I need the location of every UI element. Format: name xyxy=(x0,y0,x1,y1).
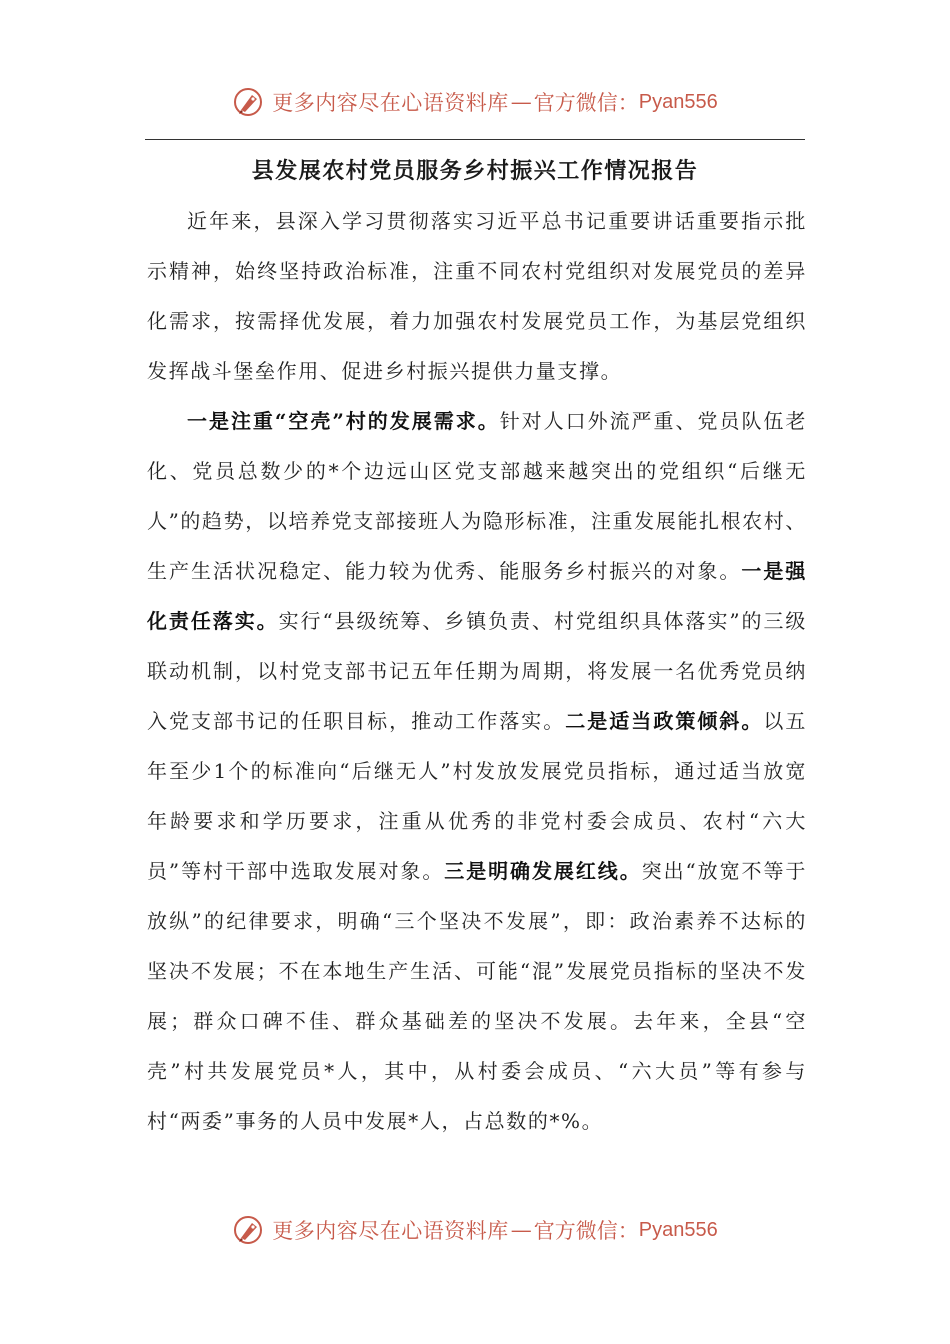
subpoint-3-text: 突出“放宽不等于放纵”的纪律要求，明确“三个坚决不发展”，即：政治素养不达标的坚决不发展；不在本地生产生活、可能“混”发展党员指标的坚决不发展；群众口碑不佳、群众基础差的坚决不发展。去年来，全县“空壳”村共发展党员*人，其中，从村委会成员、“六大员”等有参与村“两委”事务的人员中发展*人，占总数的*%。 xyxy=(147,859,807,1133)
subpoint-3-heading: 三是明确发展红线。 xyxy=(444,859,642,883)
footer-watermark xyxy=(0,1208,950,1252)
watermark-wechat-id: Pyan556 xyxy=(638,1218,718,1241)
subpoint-1-text: 实行“县级统筹、乡镇负责、村党组织具体落实”的三级联动机制，以村党支部书记五年任期为周期，将发展一名优秀党员纳入党支部书记的任职目标，推动工作落实。 xyxy=(147,609,807,733)
section-paragraph xyxy=(147,396,807,1146)
subpoint-2-text: 以五年至少1个的标准向“后继无人”村发放发展党员指标，通过适当放宽年龄要求和学历要求，注重从优秀的非党村委会成员、农村“六大员”等村干部中选取发展对象。 xyxy=(147,709,808,883)
intro-paragraph: 近年来，县深入学习贯彻落实习近平总书记重要讲话重要指示批示精神，始终坚持政治标准，注重不同农村党组织对发展党员的差异化需求，按需择优发展，着力加强农村发展党员工作，为基层党组织发挥战斗堡垒作用、促进乡村振兴提供力量支撑。 xyxy=(147,209,807,383)
subpoint-2-heading: 二是适当政策倾斜。 xyxy=(565,709,764,733)
document-title: 县发展农村党员服务乡村振兴工作情况报告 xyxy=(251,158,699,184)
section-text: 针对人口外流严重、党员队伍老化、党员总数少的*个边远山区党支部越来越突出的党组织“后继无人”的趋势，以培养党支部接班人为隐形标准，注重发展能扎根农村、生产生活状况稳定、能力较为优秀、能服务乡村振兴的对象。 xyxy=(147,409,807,583)
document-body xyxy=(147,196,807,1146)
header-rule xyxy=(145,139,805,140)
watermark-separator: — xyxy=(510,1218,532,1242)
watermark-wechat-label: 官方微信： xyxy=(533,91,639,115)
watermark-wechat-label: 官方微信： xyxy=(533,1219,639,1243)
watermark-site-text: 更多内容尽在心语资料库 xyxy=(272,1219,509,1243)
header-watermark xyxy=(0,80,950,124)
watermark-site-text: 更多内容尽在心语资料库 xyxy=(272,91,509,115)
pen-nib-logo-icon xyxy=(232,1213,266,1247)
subpoint-1-heading: 一是强化责任落实。 xyxy=(147,559,807,633)
watermark-wechat-id: Pyan556 xyxy=(638,90,718,113)
section-heading: 一是注重“空壳”村的发展需求。 xyxy=(187,409,500,433)
pen-nib-logo-icon xyxy=(232,85,266,119)
watermark-separator: — xyxy=(510,90,532,114)
